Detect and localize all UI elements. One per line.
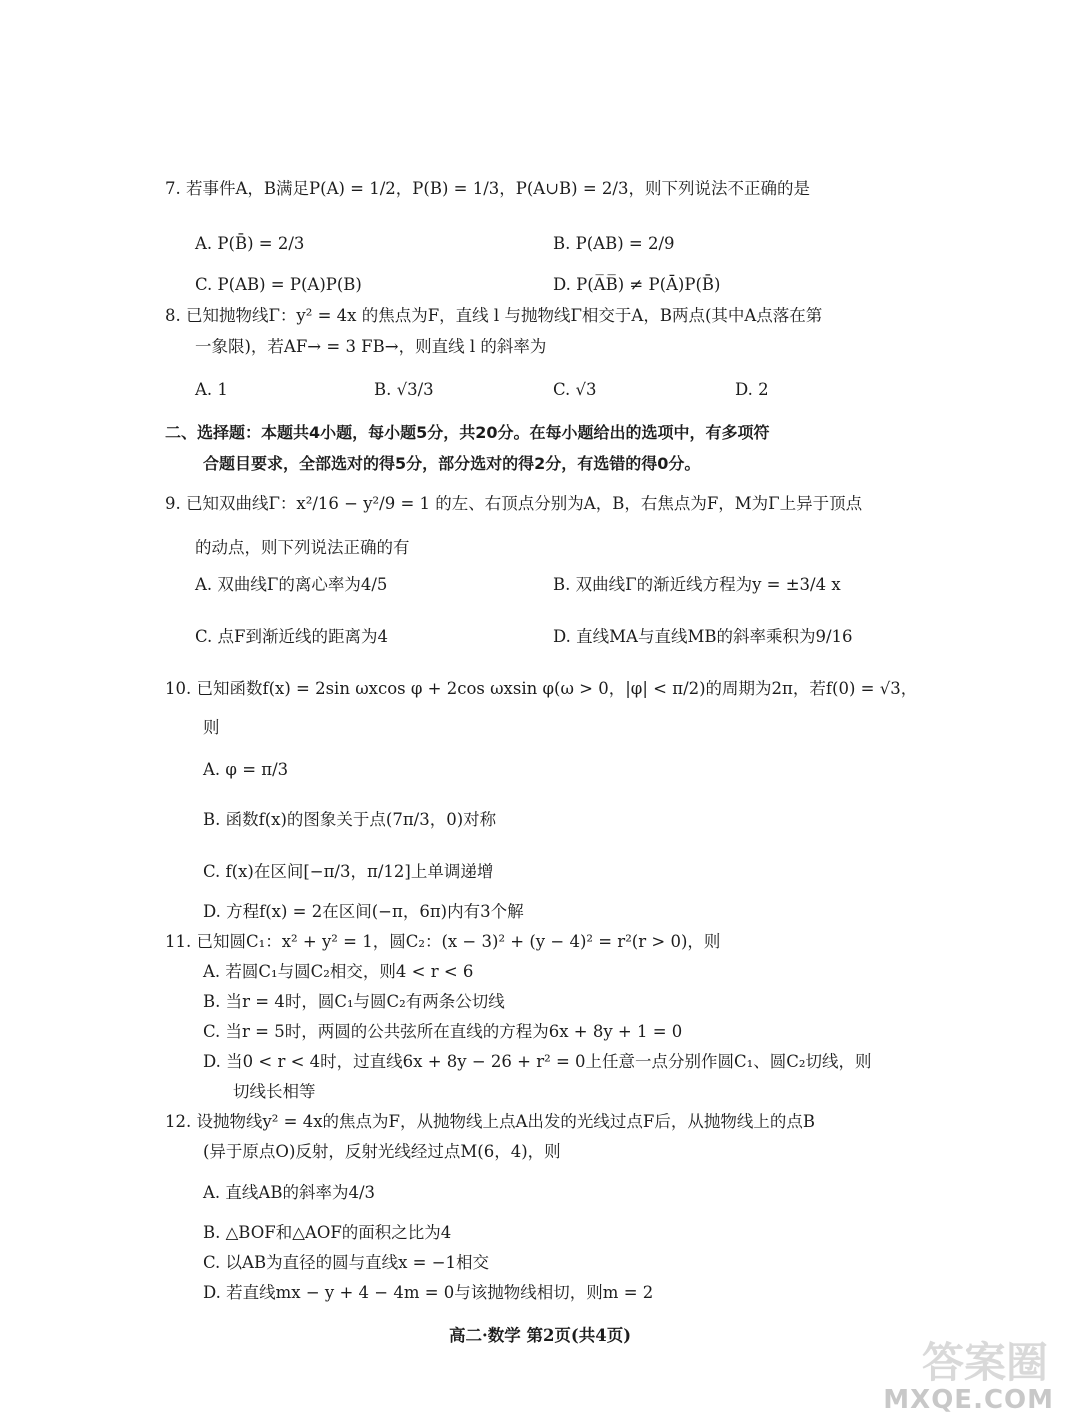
q9-stem-line2: 的动点，则下列说法正确的有 [195,538,410,557]
q12-stem-line2: (异于原点O)反射，反射光线经过点M(6，4)，则 [203,1142,561,1161]
q12-option-c: C. 以AB为直径的圆与直线x = −1相交 [203,1253,490,1272]
q11-option-b: B. 当r = 4时，圆C₁与圆C₂有两条公切线 [203,992,505,1011]
q12-stem-line1: 12. 设抛物线y² = 4x的焦点为F，从抛物线上点A出发的光线过点F后，从抛物线上的点B [165,1112,815,1131]
watermark [874,1330,1054,1415]
q9-stem-line1: 9. 已知双曲线Γ：x²/16 − y²/9 = 1 的左、右顶点分别为A，B，右焦点为F，M为Γ上异于顶点 [165,494,863,513]
q9-option-a: A. 双曲线Γ的离心率为4/5 [195,575,388,594]
q9-option-b: B. 双曲线Γ的渐近线方程为y = ±3/4 x [553,575,841,594]
q11-option-c: C. 当r = 5时，两圆的公共弦所在直线的方程为6x + 8y + 1 = 0 [203,1022,683,1041]
q10-option-b: B. 函数f(x)的图象关于点(7π/3，0)对称 [203,810,497,829]
q7-option-b: B. P(AB) = 2/9 [553,234,675,253]
q8-option-c: C. √3 [553,380,597,399]
q8-option-a: A. 1 [195,380,228,399]
section2-header-line2: 合题目要求，全部选对的得5分，部分选对的得2分，有选错的得0分。 [203,454,701,473]
q12-option-a: A. 直线AB的斜率为4/3 [203,1183,376,1202]
q7-stem: 7. 若事件A，B满足P(A) = 1/2，P(B) = 1/3，P(A∪B) = 2/3，则下列说法不正确的是 [165,179,810,198]
q10-stem-line2: 则 [203,718,220,737]
section2-header-line1: 二、选择题：本题共4小题，每小题5分，共20分。在每小题给出的选项中，有多项符 [165,423,770,442]
q8-option-d: D. 2 [735,380,769,399]
q7-option-c: C. P(AB) = P(A)P(B) [195,275,362,294]
q10-stem-line1: 10. 已知函数f(x) = 2sin ωxcos φ + 2cos ωxsin φ(ω > 0，|φ| < π/2)的周期为2π，若f(0) = √3， [165,679,918,698]
q11-stem: 11. 已知圆C₁：x² + y² = 1，圆C₂：(x − 3)² + (y − 4)² = r²(r > 0)，则 [165,932,721,951]
q8-stem-line2: 一象限)，若AF→ = 3 FB→，则直线 l 的斜率为 [195,337,547,356]
q12-option-b: B. △BOF和△AOF的面积之比为4 [203,1223,452,1242]
q10-option-c: C. f(x)在区间[−π/3，π/12]上单调递增 [203,862,494,881]
q11-option-a: A. 若圆C₁与圆C₂相交，则4 < r < 6 [203,962,474,981]
q10-option-d: D. 方程f(x) = 2在区间(−π，6π)内有3个解 [203,902,524,921]
q12-option-d: D. 若直线mx − y + 4 − 4m = 0与该抛物线相切，则m = 2 [203,1283,654,1302]
q9-option-c: C. 点F到渐近线的距离为4 [195,627,388,646]
q10-option-a: A. φ = π/3 [203,760,289,779]
q7-option-a: A. P(B̄) = 2/3 [195,234,305,253]
watermark-logo: 答案圈 [921,1338,1048,1387]
q11-option-d-line2: 切线长相等 [233,1082,316,1101]
watermark-url: MXQE.COM [883,1385,1054,1415]
q9-option-d: D. 直线MA与直线MB的斜率乘积为9/16 [553,627,853,646]
q8-stem-line1: 8. 已知抛物线Γ：y² = 4x 的焦点为F，直线 l 与抛物线Γ相交于A，B两点(其中A点落在第 [165,306,823,325]
q11-option-d-line1: D. 当0 < r < 4时，过直线6x + 8y − 26 + r² = 0上任意一点分别作圆C₁、圆C₂切线，则 [203,1052,872,1071]
page-footer: 高二·数学 第2页(共4页) [448,1326,632,1345]
q8-option-b: B. √3/3 [374,380,434,399]
q7-option-d: D. P(A̅B̅) ≠ P(Ā)P(B̄) [553,275,721,294]
